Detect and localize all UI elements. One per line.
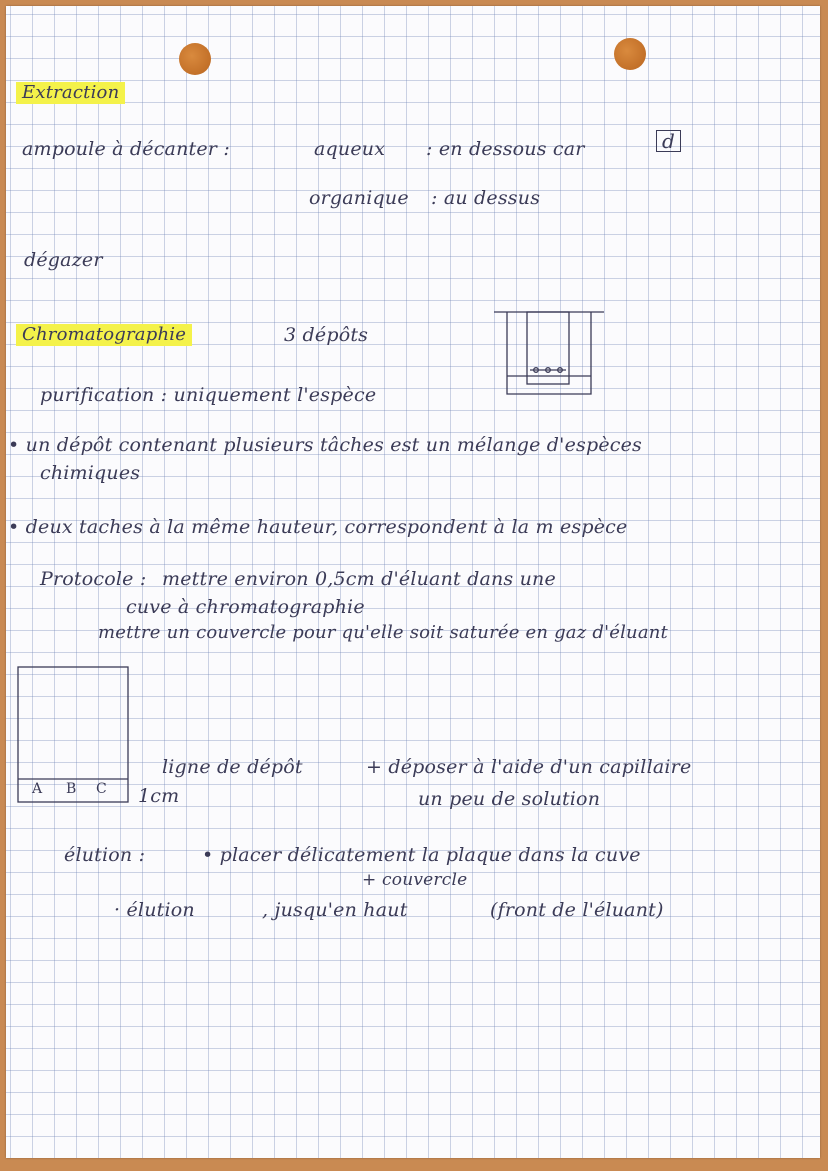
deposit-step-line-2: un peu de solution: [418, 788, 601, 810]
elution-step-2-label: · élution: [114, 899, 195, 921]
protocol-label: Protocole :: [40, 568, 147, 590]
deposit-line-height: 1cm: [138, 785, 180, 807]
elution-label: élution :: [64, 844, 146, 866]
chromatography-title: Chromatographie: [16, 324, 192, 346]
deposit-count: 3 dépôts: [284, 324, 369, 346]
plate-label-a: A: [32, 781, 43, 797]
bullet-mixture-cont: chimiques: [40, 462, 141, 484]
bullet-mixture: • un dépôt contenant plusieurs tâches est un mélange d'espèces: [8, 434, 643, 456]
ampoule-label: ampoule à décanter :: [22, 138, 230, 160]
aqueous-position: : en dessous car: [426, 138, 585, 160]
deposit-step-line-1: + déposer à l'aide d'un capillaire: [366, 756, 692, 778]
degassing-label: dégazer: [24, 249, 103, 271]
deposit-line-label: ligne de dépôt: [162, 756, 303, 778]
organic-position: : au dessus: [431, 187, 541, 209]
elution-step-2: , jusqu'en haut: [262, 899, 408, 921]
protocol-line-2: cuve à chromatographie: [126, 596, 365, 618]
plate-label-c: C: [96, 781, 107, 797]
elution-step-1: • placer délicatement la plaque dans la cuve: [202, 844, 641, 866]
tlc-plate-sketch: [18, 667, 128, 802]
extraction-title: Extraction: [16, 82, 125, 104]
organic-label: organique: [309, 187, 409, 209]
bullet-same-height: • deux taches à la même hauteur, correspondent à la m espèce: [8, 516, 628, 538]
density-symbol: d: [656, 130, 681, 152]
aqueous-label: aqueux: [314, 138, 386, 160]
elution-step-1-lid: + couvercle: [362, 870, 468, 890]
chromatography-tank-sketch: [494, 312, 604, 394]
plate-label-b: B: [66, 781, 77, 797]
protocol-line-1: mettre environ 0,5cm d'éluant dans une: [162, 568, 556, 590]
elution-step-2-note: (front de l'éluant): [490, 899, 664, 921]
purification-note: purification : uniquement l'espèce: [40, 384, 377, 406]
protocol-line-3: mettre un couvercle pour qu'elle soit saturée en gaz d'éluant: [98, 622, 668, 643]
